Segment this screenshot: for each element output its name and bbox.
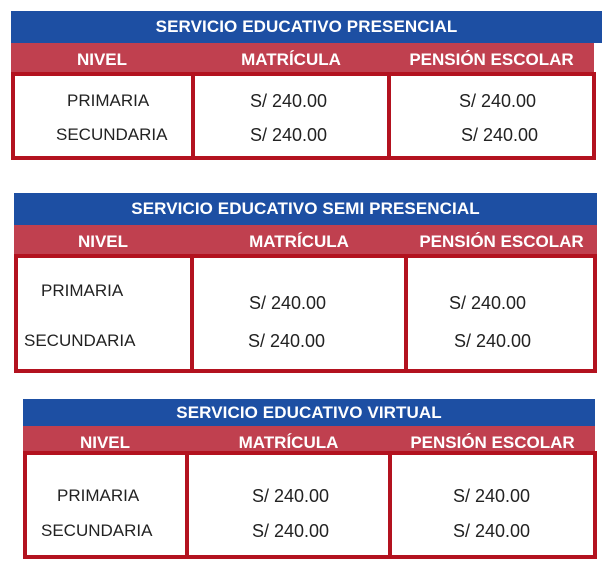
cell-matricula: S/ 240.00: [248, 331, 326, 351]
cell-pension: S/ 240.00: [453, 486, 531, 506]
header-pension: PENSIÓN ESCOLAR: [390, 426, 595, 459]
header-nivel: NIVEL: [11, 43, 193, 76]
body-cell-nivel: [14, 254, 194, 373]
cell-matricula: S/ 240.00: [252, 486, 330, 506]
body-cell-matricula: [191, 72, 391, 160]
header-pension: PENSIÓN ESCOLAR: [389, 43, 594, 76]
header-nivel: NIVEL: [14, 225, 192, 258]
cell-nivel: SECUNDARIA: [56, 125, 168, 144]
cell-matricula: S/ 240.00: [252, 521, 330, 541]
cell-pension: S/ 240.00: [459, 91, 537, 111]
cell-matricula: S/ 240.00: [249, 293, 327, 313]
cell-matricula: S/ 240.00: [250, 125, 328, 145]
header-matricula: MATRÍCULA: [192, 225, 406, 258]
header-pension: PENSIÓN ESCOLAR: [406, 225, 597, 258]
body-cell-pension: [387, 72, 596, 160]
cell-pension: S/ 240.00: [461, 125, 539, 145]
cell-nivel: PRIMARIA: [67, 91, 150, 110]
cell-matricula: S/ 240.00: [250, 91, 328, 111]
cell-pension: S/ 240.00: [454, 331, 532, 351]
header-matricula: MATRÍCULA: [187, 426, 390, 459]
table-title: SERVICIO EDUCATIVO VIRTUAL: [23, 399, 595, 426]
cell-pension: S/ 240.00: [449, 293, 527, 313]
cell-nivel: SECUNDARIA: [24, 331, 136, 350]
cell-nivel: PRIMARIA: [57, 486, 140, 505]
cell-pension: S/ 240.00: [453, 521, 531, 541]
header-nivel: NIVEL: [23, 426, 187, 459]
table-title: SERVICIO EDUCATIVO SEMI PRESENCIAL: [14, 193, 597, 225]
header-matricula: MATRÍCULA: [193, 43, 389, 76]
cell-nivel: SECUNDARIA: [41, 521, 153, 540]
table-title: SERVICIO EDUCATIVO PRESENCIAL: [11, 11, 602, 43]
body-cell-nivel: [11, 72, 195, 160]
cell-nivel: PRIMARIA: [41, 281, 124, 300]
